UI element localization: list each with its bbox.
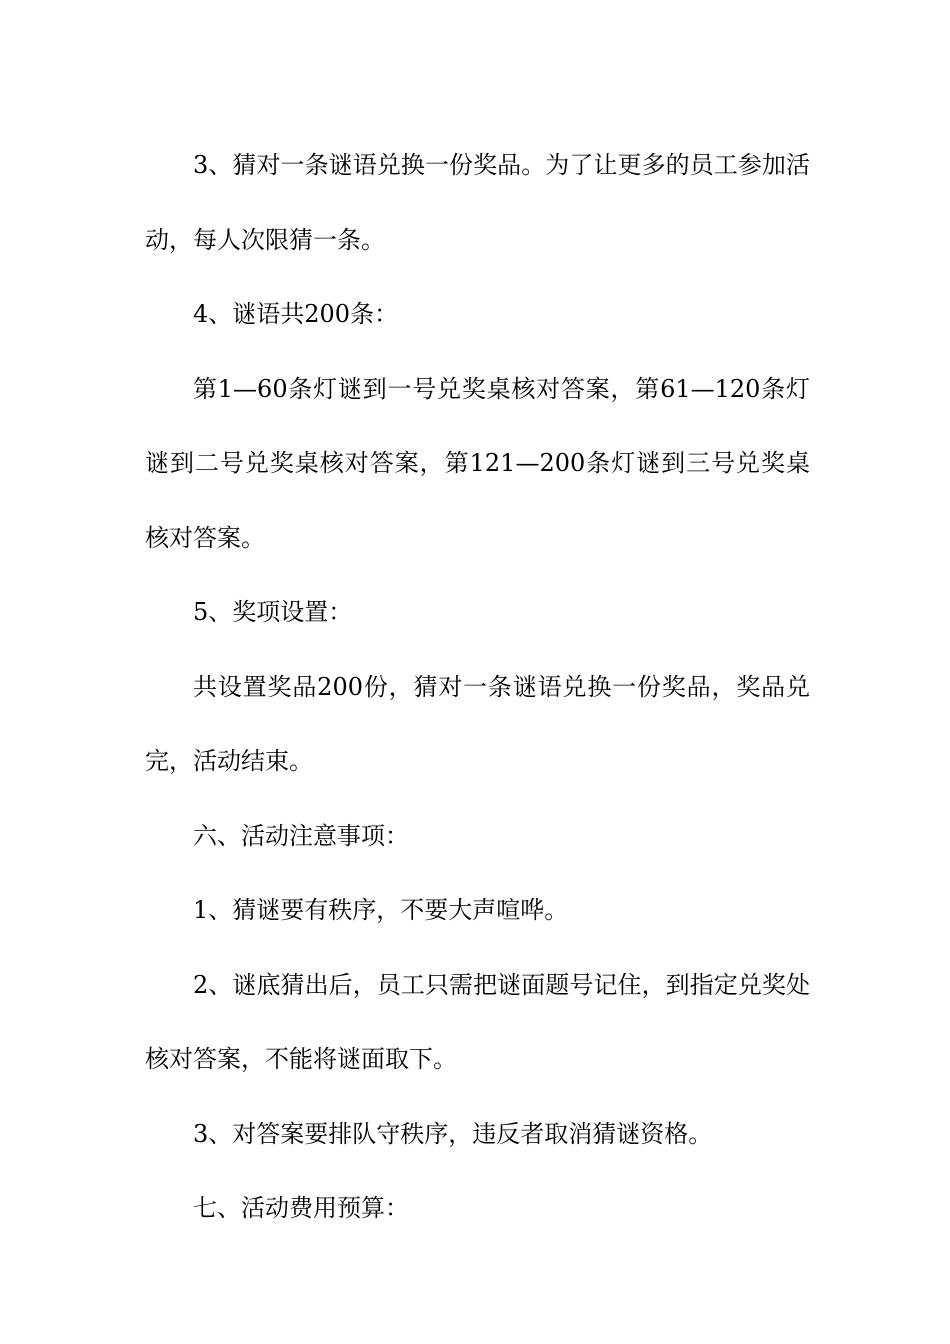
paragraph-note-2: 2、谜底猜出后，员工只需把谜面题号记住，到指定兑奖处核对答案，不能将谜面取下。 xyxy=(145,970,810,1073)
paragraph-prizes: 共设置奖品200份，猜对一条谜语兑换一份奖品，奖品兑完，活动结束。 xyxy=(145,672,810,775)
paragraph-riddle-tables: 第1—60条灯谜到一号兑奖桌核对答案，第61—120条灯谜到二号兑奖桌核对答案，第121—200条灯谜到三号兑奖桌核对答案。 xyxy=(145,374,810,552)
paragraph-rule-3: 3、猜对一条谜语兑换一份奖品。为了让更多的员工参加活动，每人次限猜一条。 xyxy=(145,151,810,254)
document-body xyxy=(145,128,810,1246)
paragraph-note-3: 3、对答案要排队守秩序，违反者取消猜谜资格。 xyxy=(193,1119,713,1148)
section-heading-budget: 七、活动费用预算： xyxy=(193,1194,409,1222)
section-heading-notes: 六、活动注意事项： xyxy=(193,821,409,850)
paragraph-note-1: 1、猜谜要有秩序，不要大声喧哗。 xyxy=(193,896,569,924)
paragraph-rule-4: 4、谜语共200条： xyxy=(193,300,399,328)
paragraph-rule-5: 5、奖项设置： xyxy=(193,598,353,626)
